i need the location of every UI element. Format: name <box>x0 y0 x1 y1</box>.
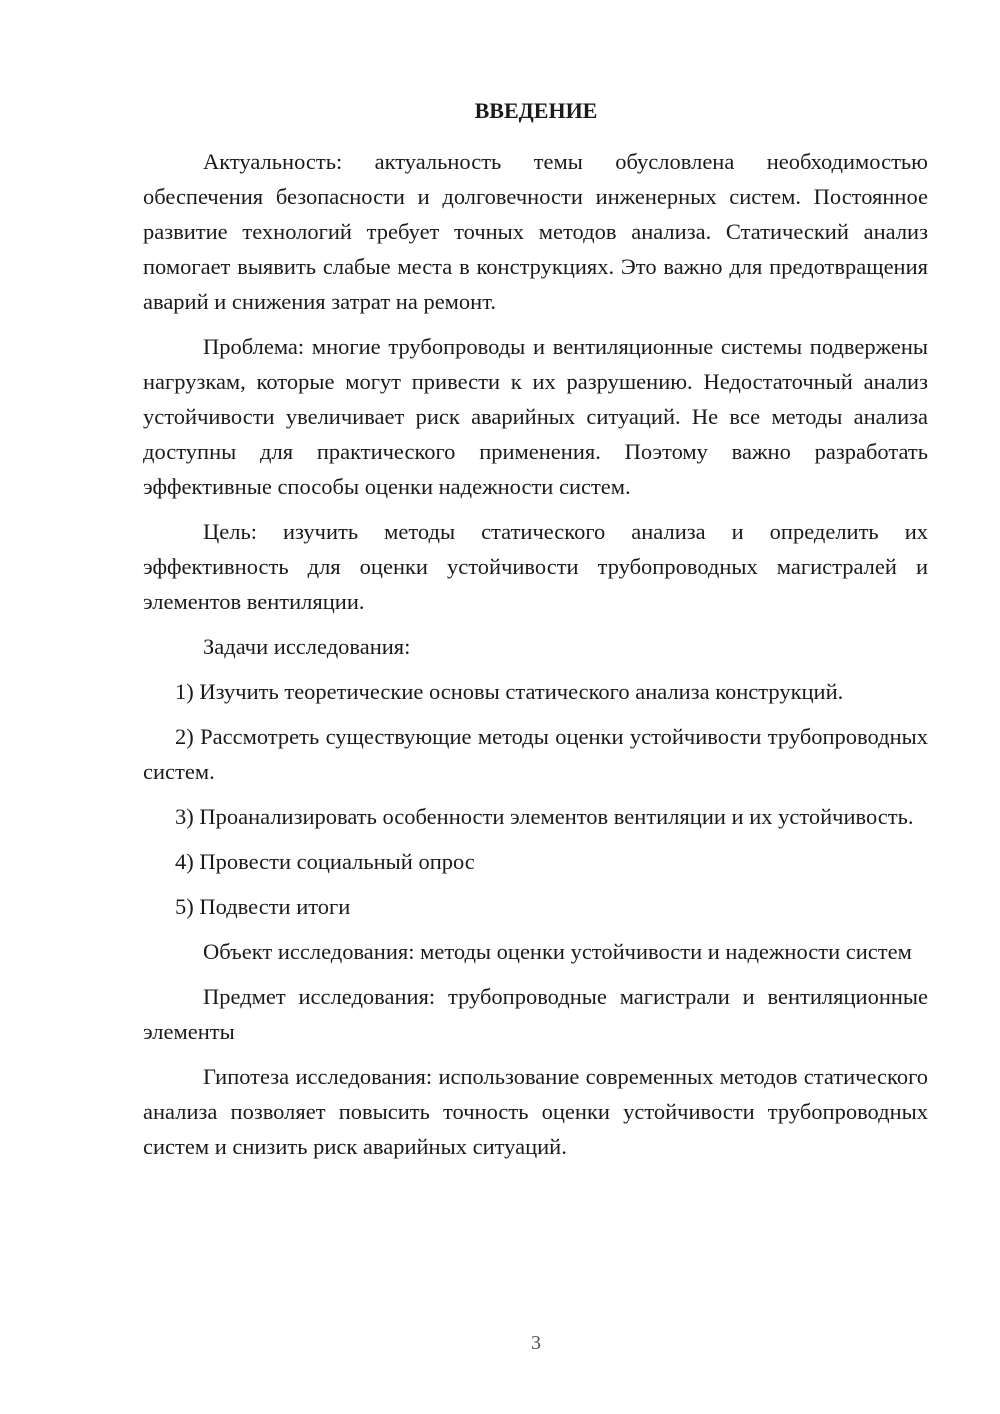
paragraph-tasks-heading: Задачи исследования: <box>203 634 411 659</box>
page-number: 3 <box>531 1332 541 1354</box>
task-item-1: 1) Изучить теоретические основы статического анализа конструкций. <box>175 679 844 704</box>
document-body <box>143 144 928 1174</box>
paragraph-relevance: Актуальность: актуальность темы обусловлена необходимостью обеспечения безопасности и долговечности инженерных систем. Постоянное развитие технологий требует точных методов анализа. Статический анализ помогает выявить слабые места в конструкциях. Это важно для предотвращения аварий и снижения затрат на ремонт. <box>143 149 928 314</box>
task-item-4: 4) Провести социальный опрос <box>175 849 475 874</box>
paragraph-subject: Предмет исследования: трубопроводные магистрали и вентиляционные элементы <box>143 984 928 1044</box>
paragraph-hypothesis: Гипотеза исследования: использование современных методов статического анализа позволяет повысить точность оценки устойчивости трубопроводных систем и снизить риск аварийных ситуаций. <box>143 1064 928 1159</box>
page-title: ВВЕДЕНИЕ <box>474 98 598 123</box>
task-item-3: 3) Проанализировать особенности элементов вентиляции и их устойчивость. <box>175 804 914 829</box>
task-item-2: 2) Рассмотреть существующие методы оценки устойчивости трубопроводных систем. <box>143 724 928 784</box>
paragraph-problem: Проблема: многие трубопроводы и вентиляционные системы подвержены нагрузкам, которые могут привести к их разрушению. Недостаточный анализ устойчивости увеличивает риск аварийных ситуаций. Не все методы анализа доступны для практического применения. Поэтому важно разработать эффективные способы оценки надежности систем. <box>143 334 928 499</box>
paragraph-object: Объект исследования: методы оценки устойчивости и надежности систем <box>203 939 912 964</box>
task-item-5: 5) Подвести итоги <box>175 894 351 919</box>
paragraph-goal: Цель: изучить методы статического анализа и определить их эффективность для оценки устойчивости трубопроводных магистралей и элементов вентиляции. <box>143 519 928 614</box>
